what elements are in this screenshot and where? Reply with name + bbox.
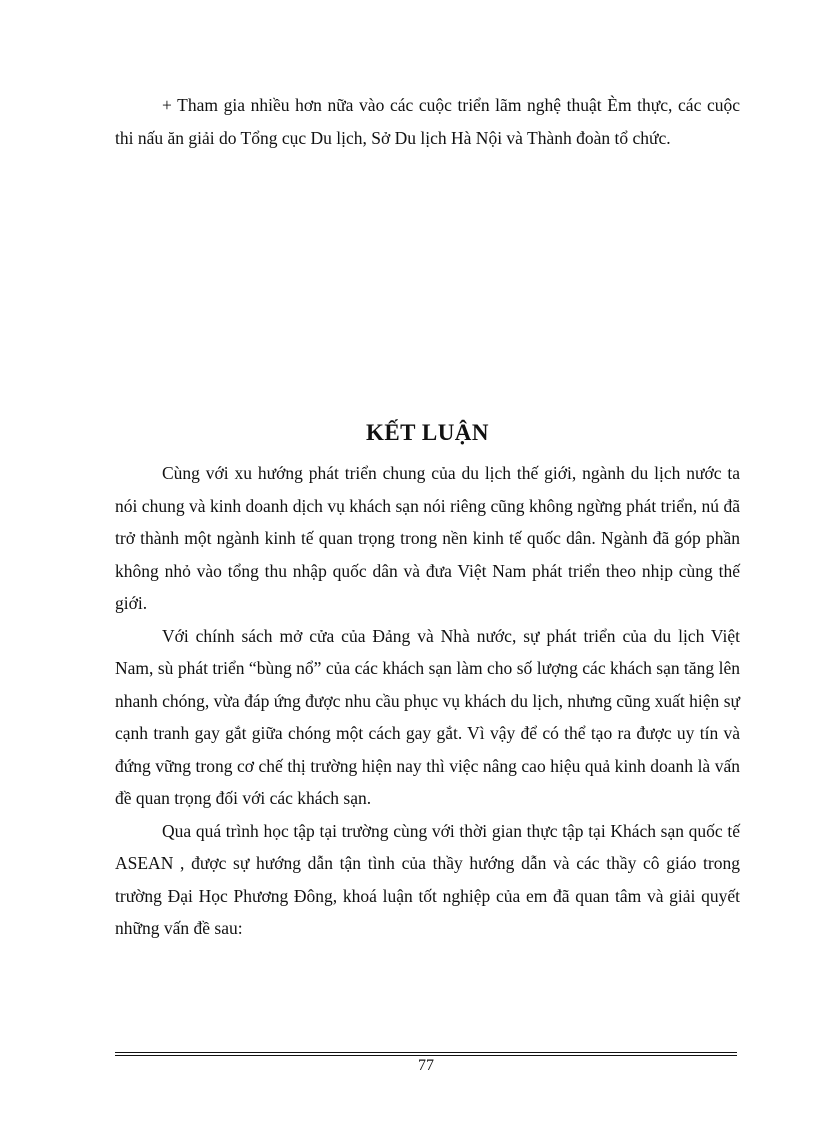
page-number: 77: [418, 1057, 434, 1074]
body-paragraph-3: Qua quá trình học tập tại trường cùng với thời gian thực tập tại Khách sạn quốc tế ASEAN , được sự hướng dẫn tận tình của thầy hướng dẫn và các thầy cô giáo trong trường Đại Học Phương Đông, khoá luận tốt nghiệp của em đã quan tâm và giải quyết những vấn đề sau:: [115, 820, 740, 938]
intro-paragraph: + Tham gia nhiều hơn nữa vào các cuộc triển lãm nghệ thuật Èm thực, các cuộc thi nấu ăn giải do Tổng cục Du lịch, Sở Du lịch Hà Nội và Thành đoàn tổ chức.: [115, 95, 740, 148]
body-paragraph-1: Cùng với xu hướng phát triển chung của du lịch thế giới, ngành du lịch nước ta nói chung và kinh doanh dịch vụ khách sạn nói riêng cũng không ngừng phát triển, nú đã trở thành một ngành kinh tế quan trọng trong nền kinh tế quốc dân. Ngành đã góp phần không nhỏ vào tổng thu nhập quốc dân và đưa Việt Nam phát triển theo nhịp cùng thế giới.: [115, 463, 740, 613]
body-paragraph-2: Với chính sách mở cửa của Đảng và Nhà nước, sự phát triển của du lịch Việt Nam, sù phát triển “bùng nổ” của các khách sạn làm cho số lượng các khách sạn tăng lên nhanh chóng, vừa đáp ứng được nhu cầu phục vụ khách du lịch, nhưng cũng xuất hiện sự cạnh tranh gay gắt giữa chóng một cách gay gắt. Vì vậy để có thể tạo ra được uy tín và đứng vững trong cơ chế thị trường hiện nay thì việc nâng cao hiệu quả kinh doanh là vấn đề quan trọng đối với các khách sạn.: [115, 625, 740, 808]
intro-section: [115, 89, 740, 154]
conclusion-body: [115, 457, 740, 945]
section-heading: KẾT LUẬN: [365, 420, 490, 445]
